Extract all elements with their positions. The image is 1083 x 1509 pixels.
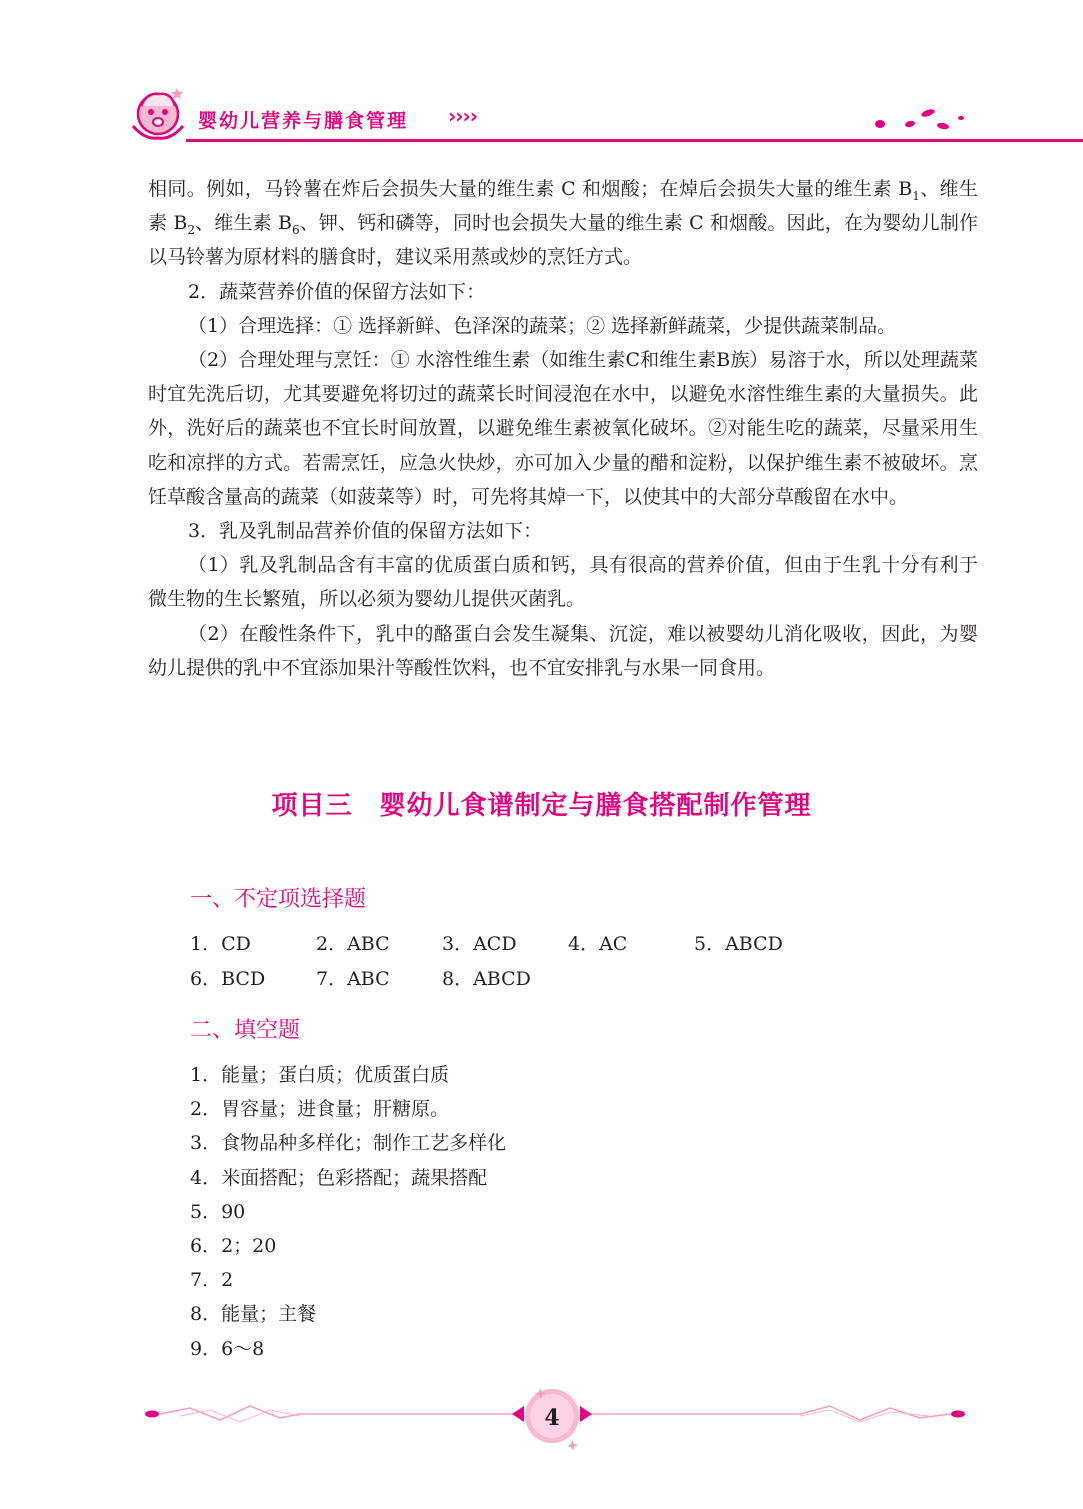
body-text: [148, 172, 978, 685]
fill-answers: [190, 1058, 506, 1366]
paragraph-dairy-heading: 3．乳及乳制品营养价值的保留方法如下：: [188, 520, 543, 543]
paragraph-dairy-acid: （2）在酸性条件下，乳中的酪蛋白会发生凝集、沉淀，难以被婴幼儿消化吸收，因此，为婴幼儿提供的乳中不宜添加果汁等酸性饮料，也不宜安排乳与水果一同食用。: [148, 622, 978, 679]
fill-heading: 二、填空题: [190, 1018, 301, 1043]
header-arrows: ››››: [448, 104, 477, 128]
answer-item: 3．ACD: [442, 933, 517, 955]
paragraph-vegetable-cooking: （2）合理处理与烹饪：① 水溶性维生素（如维生素C和维生素B族）易溶于水，所以处理蔬菜时宜先洗后切，尤其要避免将切过的蔬菜长时间浸泡在水中，以避免水溶性维生素的大量损失。此外，洗好后的蔬菜也不宜长时间放置，以避免维生素被氧化破坏。②对能生吃的蔬菜，尽量采用生吃和凉拌的方式。若需烹饪，应急火快炒，亦可加入少量的醋和淀粉，以保护维生素不被破坏。烹饪草酸含量高的蔬菜（如菠菜等）时，可先将其焯一下，以使其中的大部分草酸留在水中。: [148, 349, 978, 508]
fill-item: 9．6～8: [190, 1337, 265, 1360]
answer-item: 1．CD: [190, 933, 251, 955]
fill-item: 1．能量；蛋白质；优质蛋白质: [190, 1064, 450, 1086]
answer-item: 6．BCD: [190, 968, 266, 990]
choice-heading: 一、不定项选择题: [190, 887, 367, 912]
paragraph-dairy-sterile: （1）乳及乳制品含有丰富的优质蛋白质和钙，具有很高的营养价值，但由于生乳十分有利于微生物的生长繁殖，所以必须为婴幼儿提供灭菌乳。: [148, 554, 978, 611]
choice-answers: [190, 925, 820, 995]
paragraph-vegetable-heading: 2．蔬菜营养价值的保留方法如下：: [188, 280, 486, 303]
fill-item: 5．90: [190, 1200, 246, 1223]
fill-item: 3．食物品种多样化；制作工艺多样化: [190, 1132, 507, 1155]
header-title: 婴幼儿营养与膳食管理: [198, 110, 409, 132]
answer-row: [190, 960, 820, 995]
page-number: 4: [544, 1405, 560, 1431]
answer-item: 4．AC: [568, 933, 628, 955]
fill-item: 8．能量；主餐: [190, 1303, 317, 1326]
page-footer: [0, 1380, 1083, 1450]
answer-item: 5．ABCD: [694, 933, 783, 955]
fill-item: 2．胃容量；进食量；肝糖原。: [190, 1098, 450, 1121]
answer-row: [190, 925, 820, 960]
answer-item: 8．ABCD: [442, 968, 531, 990]
answer-item: 2．ABC: [316, 933, 390, 955]
header-rule: [186, 139, 1083, 142]
page-header: [0, 80, 1083, 150]
fill-item: 6．2；20: [190, 1234, 277, 1257]
answer-item: 7．ABC: [316, 968, 390, 990]
baby-face-logo-icon: [125, 84, 191, 144]
paragraph-potato: 相同。例如，马铃薯在炸后会损失大量的维生素 C 和烟酸；在焯后会损失大量的维生素 $B_1$、维生素 $B_2$、维生素 $B_6$、钾、钙和磷等，同时也会损失大量的维生素 C 和烟酸。因此，在为婴幼儿制作以马铃薯为原材料的膳食时，建议采用蒸或炒的烹饪方式。: [148, 178, 978, 269]
paragraph-vegetable-selection: （1）合理选择：① 选择新鲜、色泽深的蔬菜；② 选择新鲜蔬菜，少提供蔬菜制品。: [188, 314, 897, 337]
section-title: 项目三 婴幼儿食谱制定与膳食搭配制作管理: [271, 791, 812, 821]
fill-item: 7．2: [190, 1269, 234, 1292]
petal-decoration-icon: [872, 104, 972, 134]
fill-item: 4．米面搭配；色彩搭配；蔬果搭配: [190, 1166, 488, 1189]
